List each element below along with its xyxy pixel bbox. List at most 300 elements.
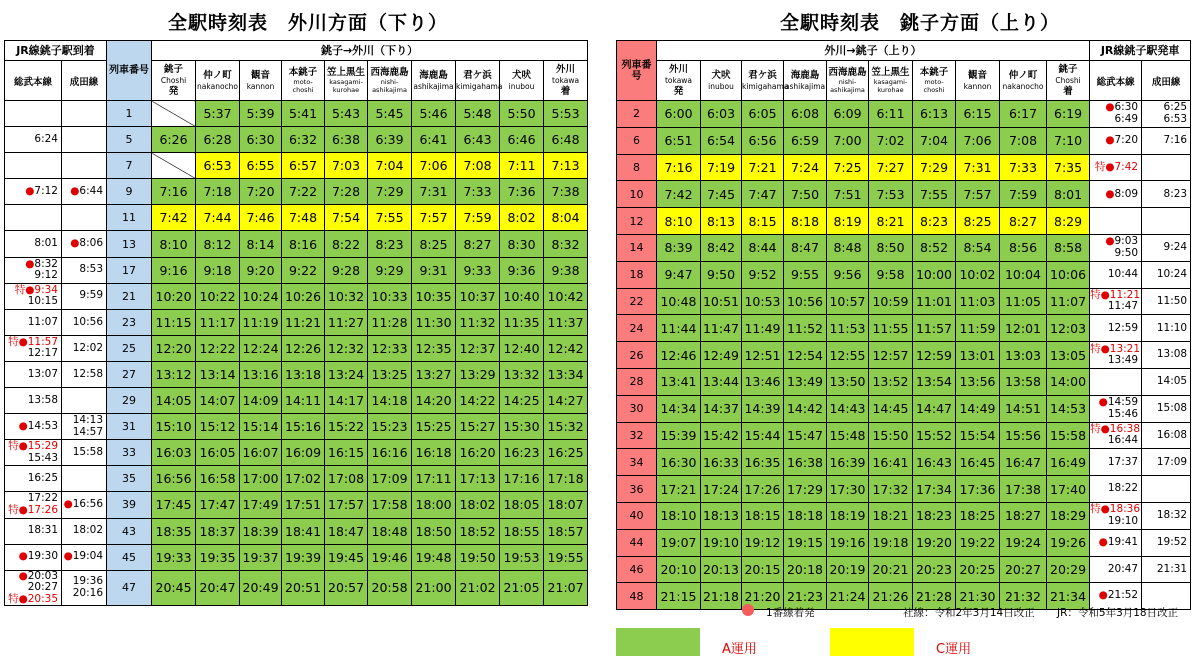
table-row (617, 315, 1191, 342)
jr-time-line (1142, 189, 1187, 201)
time-cell: 6:41 (412, 127, 456, 153)
table-row (617, 529, 1191, 556)
station-header (701, 61, 742, 101)
train-number: 40 (617, 502, 657, 529)
narita-arrival-cell (1142, 261, 1191, 288)
time-cell: 10:00 (913, 261, 956, 288)
jr-time-line (5, 270, 58, 282)
time-cell: 11:17 (196, 309, 240, 335)
time-cell: 15:27 (456, 414, 500, 440)
time-cell: 13:52 (869, 368, 913, 395)
platform-1-dot-icon: ● (1098, 535, 1108, 548)
train-number: 1 (107, 101, 152, 127)
time-cell: 15:12 (196, 414, 240, 440)
limited-express-mark: 特 (8, 592, 19, 605)
narita-arrival-cell (62, 205, 107, 231)
jr-time-line (5, 348, 58, 360)
jr-time: 20:27 (27, 581, 58, 594)
time-cell: 12:22 (196, 335, 240, 361)
jr-time: 15:08 (1156, 401, 1188, 414)
jr-time-line (1090, 409, 1138, 421)
time-cell: 14:49 (956, 395, 1000, 422)
station-romaji: tokawa (664, 76, 693, 85)
jr-time-line (62, 264, 103, 276)
time-cell: 20:27 (1000, 556, 1047, 583)
sobu-arrival-cell (1090, 208, 1142, 235)
jr-time-line (1090, 516, 1138, 528)
platform-1-dot-icon: ● (1105, 187, 1115, 200)
time-cell: 21:34 (1047, 583, 1090, 610)
time-cell: 19:46 (368, 544, 412, 570)
sobu-arrival-cell (1090, 368, 1142, 395)
station-romaji: kannon (963, 81, 992, 91)
time-cell: 5:48 (456, 101, 500, 127)
time-cell: 10:59 (869, 288, 913, 315)
time-cell: 7:22 (282, 179, 325, 205)
jr-time-line (1090, 162, 1138, 174)
station-romaji: kasagami- kurohae (329, 78, 363, 94)
sobu-arrival-cell (5, 440, 62, 466)
station-name: 本銚子 (288, 67, 318, 78)
platform-1-dot-icon: ● (1098, 396, 1108, 409)
time-cell: 21:00 (412, 570, 456, 606)
station-romaji: kimigahama (456, 81, 503, 91)
time-cell: 16:49 (1047, 449, 1090, 476)
time-cell: 7:55 (368, 205, 412, 231)
narita-arrival-cell (62, 153, 107, 179)
time-cell: 17:57 (325, 492, 368, 518)
time-cell: 19:48 (412, 544, 456, 570)
jr-time: 10:56 (72, 315, 104, 328)
time-cell: 15:39 (657, 422, 701, 449)
time-cell: 8:02 (500, 205, 544, 231)
time-cell: 16:20 (456, 440, 500, 466)
time-cell: 8:56 (1000, 234, 1047, 261)
time-cell: 7:48 (282, 205, 325, 231)
jr-time-line (62, 317, 103, 329)
sobu-arrival-cell (1090, 342, 1142, 369)
sobu-arrival-cell (5, 309, 62, 335)
station-name: 仲ノ町 (203, 69, 232, 81)
no-service-cell (152, 153, 196, 179)
time-cell: 7:25 (827, 154, 869, 181)
sobu-arrival-cell (1090, 288, 1142, 315)
limited-express-mark: 特 (1094, 160, 1106, 173)
time-cell: 7:31 (956, 154, 1000, 181)
time-cell: 17:13 (456, 466, 500, 492)
platform-1-dot-icon: ● (1100, 422, 1110, 435)
time-cell: 7:27 (869, 154, 913, 181)
station-name: 銚子 (164, 64, 184, 75)
narita-arrival-cell (1142, 368, 1191, 395)
time-cell: 17:32 (869, 476, 913, 503)
jr-time: 19:41 (1107, 535, 1139, 548)
time-cell: 13:16 (240, 361, 282, 387)
jr-time: 6:53 (1163, 112, 1188, 125)
time-cell: 10:37 (456, 283, 500, 309)
train-number: 43 (107, 518, 152, 544)
time-cell: 12:40 (500, 335, 544, 361)
train-number: 22 (617, 288, 657, 315)
time-cell: 7:57 (412, 205, 456, 231)
train-number: 44 (617, 529, 657, 556)
time-cell: 10:33 (368, 283, 412, 309)
time-cell: 17:00 (240, 466, 282, 492)
time-cell: 12:32 (325, 335, 368, 361)
time-cell: 12:42 (544, 335, 588, 361)
jr-time-line (1142, 323, 1187, 335)
jr-time: 10:44 (1107, 267, 1139, 280)
station-suffix: 着 (560, 86, 571, 97)
time-cell: 14:05 (152, 388, 196, 414)
time-cell: 6:46 (500, 127, 544, 153)
time-cell: 18:57 (544, 518, 588, 544)
jr-time: 14:05 (1156, 375, 1188, 388)
jr-time: 11:50 (1156, 294, 1188, 307)
time-cell: 14:07 (196, 388, 240, 414)
time-cell: 9:31 (412, 257, 456, 283)
time-cell: 14:11 (282, 388, 325, 414)
time-cell: 9:56 (827, 261, 869, 288)
time-cell: 13:41 (657, 368, 701, 395)
jr-time: 8:23 (1163, 187, 1188, 200)
jr-time-line (5, 134, 58, 146)
jr-time: 17:37 (1107, 455, 1139, 468)
platform-1-dot-icon: ● (1098, 589, 1108, 602)
time-cell: 17:40 (1047, 476, 1090, 503)
station-name: 犬吠 (711, 69, 731, 81)
time-cell: 18:02 (456, 492, 500, 518)
station-header (784, 61, 827, 101)
table-row (5, 335, 588, 361)
time-cell: 6:15 (956, 101, 1000, 128)
time-cell: 20:58 (368, 570, 412, 606)
train-number: 47 (107, 570, 152, 606)
station-name: 西海鹿島 (370, 67, 409, 78)
time-cell: 6:56 (742, 127, 784, 154)
time-cell: 18:00 (412, 492, 456, 518)
station-name: 海鹿島 (790, 69, 820, 81)
time-cell: 5:43 (325, 101, 368, 127)
jr-time-line (1090, 355, 1138, 367)
jr-time-line (1142, 269, 1187, 281)
station-name: 笠上黒生 (871, 67, 910, 78)
time-cell: 7:51 (827, 181, 869, 208)
time-cell: 8:39 (657, 234, 701, 261)
time-cell: 8:29 (1047, 208, 1090, 235)
limited-express-mark: 特 (14, 283, 26, 296)
table-row (617, 127, 1191, 154)
train-number: 6 (617, 127, 657, 154)
sobu-arrival-cell (1090, 127, 1142, 154)
time-cell: 20:15 (742, 556, 784, 583)
time-cell: 17:47 (196, 492, 240, 518)
right-title: 全駅時刻表 銚子方面（上り） (780, 12, 1061, 34)
station-suffix: 発 (673, 86, 684, 97)
time-cell: 13:27 (412, 361, 456, 387)
table-row (617, 288, 1191, 315)
time-cell: 16:09 (282, 440, 325, 466)
jr-time-line (62, 588, 103, 600)
narita-line-header: 成田線 (1142, 61, 1191, 101)
time-cell: 18:27 (1000, 502, 1047, 529)
table-row (617, 502, 1191, 529)
time-cell: 8:12 (196, 231, 240, 257)
table-row (5, 466, 588, 492)
station-header (325, 61, 368, 101)
sobu-arrival-cell (1090, 315, 1142, 342)
table-row (5, 283, 588, 309)
time-cell: 9:20 (240, 257, 282, 283)
jr-time: 9:12 (34, 269, 58, 282)
time-cell: 6:57 (282, 153, 325, 179)
jr-time: 9:50 (1114, 246, 1139, 259)
platform-1-dot-icon: ● (70, 185, 80, 198)
c-operation-label: C運用 (936, 642, 972, 657)
time-cell: 18:47 (325, 518, 368, 544)
jr-time-line (62, 238, 103, 250)
table-row (617, 234, 1191, 261)
platform-1-dot-icon: ● (18, 569, 28, 582)
time-cell: 18:55 (500, 518, 544, 544)
jr-time-line (1142, 537, 1187, 549)
jr-time: 14:13 (72, 414, 104, 427)
time-cell: 20:13 (701, 556, 742, 583)
train-number: 14 (617, 234, 657, 261)
jr-time-line (5, 594, 58, 606)
time-cell: 9:22 (282, 257, 325, 283)
time-cell: 21:15 (657, 583, 701, 610)
narita-arrival-cell (1142, 101, 1191, 128)
jr-time: 9:24 (1163, 241, 1188, 254)
narita-arrival-cell (62, 101, 107, 127)
time-cell: 13:50 (827, 368, 869, 395)
time-cell: 14:00 (1047, 368, 1090, 395)
table-row (617, 181, 1191, 208)
jr-time-line (5, 317, 58, 329)
narita-arrival-cell (62, 127, 107, 153)
time-cell: 8:50 (869, 234, 913, 261)
jr-time: 20:47 (1107, 562, 1139, 575)
time-cell: 13:32 (500, 361, 544, 387)
narita-arrival-cell (1142, 502, 1191, 529)
time-cell: 18:15 (742, 502, 784, 529)
time-cell: 5:46 (412, 101, 456, 127)
time-cell: 6:48 (544, 127, 588, 153)
time-cell: 19:45 (325, 544, 368, 570)
time-cell: 7:16 (657, 154, 701, 181)
time-cell: 18:35 (152, 518, 196, 544)
time-cell: 8:13 (701, 208, 742, 235)
train-number: 21 (107, 283, 152, 309)
sobu-arrival-cell (5, 153, 62, 179)
time-cell: 5:53 (544, 101, 588, 127)
time-cell: 5:39 (240, 101, 282, 127)
jr-time-line (62, 525, 103, 537)
station-romaji: kasagami- kurohae (873, 78, 908, 94)
time-cell: 19:35 (196, 544, 240, 570)
limited-express-mark: 特 (8, 440, 19, 453)
time-cell: 7:04 (368, 153, 412, 179)
platform-1-dot-icon: ● (25, 257, 35, 270)
station-suffix: 発 (168, 86, 179, 97)
limited-express-mark: 特 (1090, 288, 1101, 301)
time-cell: 15:52 (913, 422, 956, 449)
sobu-arrival-cell (1090, 502, 1142, 529)
time-cell: 17:30 (827, 476, 869, 503)
narita-arrival-cell (62, 388, 107, 414)
time-cell: 19:37 (240, 544, 282, 570)
station-suffix: 着 (1063, 86, 1073, 97)
time-cell: 9:52 (742, 261, 784, 288)
jr-time: 11:57 (27, 335, 58, 348)
time-cell: 18:37 (196, 518, 240, 544)
platform-1-dot-icon: ● (1105, 133, 1115, 146)
table-row (617, 261, 1191, 288)
time-cell: 12:37 (456, 335, 500, 361)
time-cell: 8:47 (784, 234, 827, 261)
no-service-cell (152, 101, 196, 127)
train-number: 35 (107, 466, 152, 492)
train-number: 23 (107, 309, 152, 335)
time-cell: 7:44 (196, 205, 240, 231)
train-number: 31 (107, 414, 152, 440)
station-name: 海鹿島 (419, 69, 448, 81)
jr-time: 13:49 (1107, 354, 1139, 367)
time-cell: 20:49 (240, 570, 282, 606)
jr-time: 13:08 (1156, 348, 1188, 361)
train-number: 27 (107, 361, 152, 387)
time-cell: 12:35 (412, 335, 456, 361)
table-row (5, 205, 588, 231)
time-cell: 7:20 (240, 179, 282, 205)
train-number: 7 (107, 153, 152, 179)
table-row (5, 518, 588, 544)
time-cell: 15:58 (1047, 422, 1090, 449)
time-cell: 14:34 (657, 395, 701, 422)
jr-time: 19:52 (1156, 535, 1188, 548)
time-cell: 11:27 (325, 309, 368, 335)
time-cell: 16:25 (544, 440, 588, 466)
time-cell: 16:07 (240, 440, 282, 466)
time-cell: 8:52 (913, 234, 956, 261)
time-cell: 13:14 (196, 361, 240, 387)
narita-arrival-cell (1142, 315, 1191, 342)
station-name: 犬吠 (512, 69, 532, 81)
train-number: 46 (617, 556, 657, 583)
jr-time: 10:15 (27, 295, 58, 308)
time-cell: 9:33 (456, 257, 500, 283)
limited-express-mark: 特 (1090, 503, 1101, 516)
time-cell: 8:30 (500, 231, 544, 257)
time-cell: 11:57 (913, 315, 956, 342)
time-cell: 16:38 (784, 449, 827, 476)
limited-express-mark: 特 (1090, 422, 1101, 435)
time-cell: 20:19 (827, 556, 869, 583)
time-cell: 6:32 (282, 127, 325, 153)
table-row (5, 231, 588, 257)
jr-time: 7:42 (1114, 160, 1139, 173)
a-operation-swatch (616, 628, 700, 656)
time-cell: 7:29 (368, 179, 412, 205)
time-cell: 11:37 (544, 309, 588, 335)
time-cell: 17:16 (500, 466, 544, 492)
time-cell: 8:58 (1047, 234, 1090, 261)
time-cell: 10:04 (1000, 261, 1047, 288)
jr-time: 12:59 (1107, 321, 1139, 334)
sobu-arrival-cell (5, 335, 62, 361)
sobu-arrival-cell (5, 101, 62, 127)
time-cell: 16:15 (325, 440, 368, 466)
time-cell: 7:46 (240, 205, 282, 231)
narita-arrival-cell (1142, 395, 1191, 422)
jr-time: 11:07 (27, 315, 58, 328)
time-cell: 14:18 (368, 388, 412, 414)
time-cell: 5:37 (196, 101, 240, 127)
jr-time: 16:44 (1107, 434, 1139, 447)
time-cell: 20:57 (325, 570, 368, 606)
station-header (1047, 61, 1090, 101)
time-cell: 18:07 (544, 492, 588, 518)
time-cell: 11:47 (701, 315, 742, 342)
train-number: 28 (617, 368, 657, 395)
time-cell: 15:56 (1000, 422, 1047, 449)
narita-arrival-cell (1142, 234, 1191, 261)
time-cell: 8:04 (544, 205, 588, 231)
time-cell: 10:35 (412, 283, 456, 309)
jr-time-line (62, 551, 103, 563)
left-title: 全駅時刻表 外川方面（下り） (168, 12, 449, 34)
time-cell: 6:59 (784, 127, 827, 154)
jr-time-line (1142, 114, 1187, 126)
time-cell: 14:53 (1047, 395, 1090, 422)
time-cell: 11:55 (869, 315, 913, 342)
time-cell: 9:28 (325, 257, 368, 283)
time-cell: 17:36 (956, 476, 1000, 503)
table-row (5, 414, 588, 440)
time-cell: 19:16 (827, 529, 869, 556)
narita-arrival-cell (1142, 449, 1191, 476)
time-cell: 18:29 (1047, 502, 1090, 529)
time-cell: 17:49 (240, 492, 282, 518)
jr-time: 11:47 (1107, 300, 1139, 313)
jr-time: 18:31 (27, 524, 58, 537)
sobu-arrival-cell (5, 466, 62, 492)
train-number: 26 (617, 342, 657, 369)
jr-time: 15:29 (27, 440, 58, 453)
jr-time-line (1090, 189, 1138, 201)
station-romaji: nakanocho (1002, 81, 1044, 91)
narita-arrival-cell (1142, 154, 1191, 181)
time-cell: 8:25 (956, 208, 1000, 235)
narita-arrival-cell (62, 283, 107, 309)
jr-time-line (62, 186, 103, 198)
sobu-arrival-cell (1090, 395, 1142, 422)
time-cell: 8:48 (827, 234, 869, 261)
train-number: 48 (617, 583, 657, 610)
time-cell: 17:45 (152, 492, 196, 518)
time-cell: 12:20 (152, 335, 196, 361)
time-cell: 16:23 (500, 440, 544, 466)
time-cell: 18:48 (368, 518, 412, 544)
time-cell: 17:11 (412, 466, 456, 492)
jr-time: 13:07 (27, 367, 58, 380)
time-cell: 11:53 (827, 315, 869, 342)
time-cell: 17:38 (1000, 476, 1047, 503)
time-cell: 7:21 (742, 154, 784, 181)
train-number-header: 列車番号 (107, 41, 152, 101)
time-cell: 19:39 (282, 544, 325, 570)
